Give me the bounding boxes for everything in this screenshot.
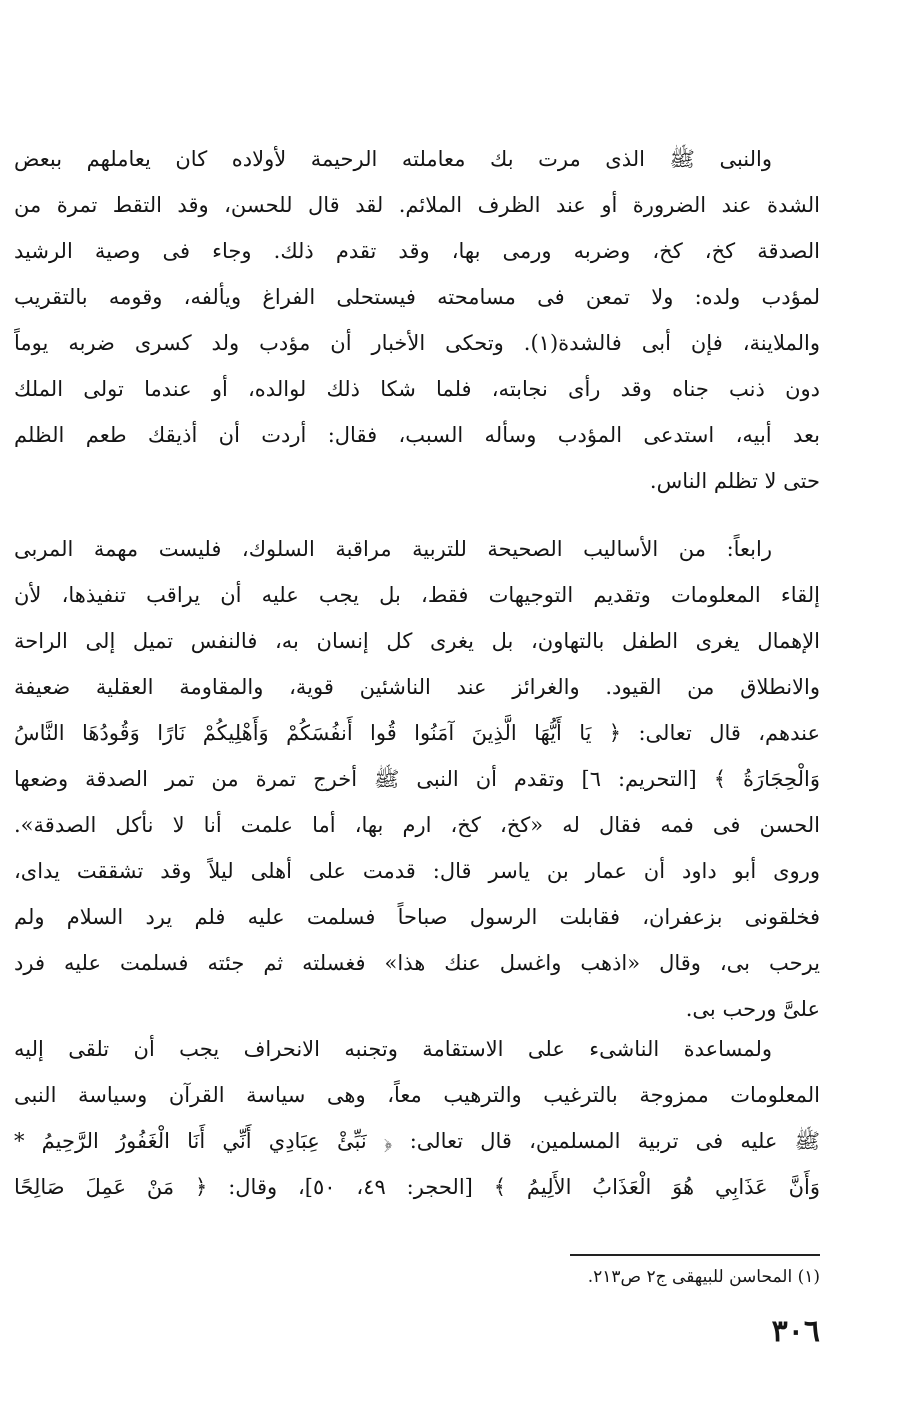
text-line: فخلقونى بزعفران، فقابلت الرسول صباحاً فسلمت عليه فلم يرد السلام ولم: [14, 905, 820, 929]
text-line: الشدة عند الضرورة أو عند الظرف الملائم. لقد قال للحسن، وقد التقط تمرة من: [14, 193, 820, 217]
text-line: علىَّ ورحب بى.: [685, 997, 820, 1021]
text-line: رابعاً: من الأساليب الصحيحة للتربية مراقبة السلوك، فليست مهمة المربى: [14, 537, 772, 561]
quran-verse-line: ﷺ عليه فى تربية المسلمين، قال تعالى: ﴿ نَبِّئْ عِبَادِي أَنِّي أَنَا الْغَفُورُ الرَّحِيمُ *: [14, 1129, 820, 1153]
text-line: الحسن فى فمه فقال له «كخ، كخ، ارم بها، أما علمت أنا لا نأكل الصدقة».: [14, 813, 820, 837]
text-line: الإهمال يغرى الطفل بالتهاون، بل يغرى كل إنسان به، فالنفس تميل إلى الراحة: [14, 629, 820, 653]
text-line: إلقاء المعلومات وتقديم التوجيهات فقط، بل يجب عليه أن يراقب تنفيذها، لأن: [14, 583, 820, 607]
text-line: بعد أبيه، استدعى المؤدب وسأله السبب، فقال: أردت أن أذيقك طعم الظلم: [14, 423, 820, 447]
text-line: يرحب بى، وقال «اذهب واغسل عنك هذا» فغسلته ثم جئته فسلمت عليه فرد: [14, 951, 820, 975]
quran-verse-line: وَأَنَّ عَذَابِي هُوَ الْعَذَابُ الأَلِيمُ ﴾ [الحجر: ٤٩، ٥٠]، وقال: ﴿ مَنْ عَمِلَ صَالِحًا: [14, 1175, 820, 1199]
paragraph-1: [14, 136, 820, 504]
footnote-divider: [570, 1254, 820, 1256]
text-line: والنبى ﷺ الذى مرت بك معاملته الرحيمة لأولاده كان يعاملهم ببعض: [14, 147, 772, 171]
text-line: حتى لا تظلم الناس.: [649, 469, 820, 493]
text-line: لمؤدب ولده: ولا تمعن فى مسامحته فيستحلى الفراغ ويألفه، وقومه بالتقريب: [14, 285, 820, 309]
quran-verse-line: وَالْحِجَارَةُ ﴾ [التحريم: ٦] وتقدم أن النبى ﷺ أخرج تمرة من تمر الصدقة وضعها: [14, 767, 820, 791]
text-line: والانطلاق من القيود. والغرائز عند الناشئين قوية، والمقاومة العقلية ضعيفة: [14, 675, 820, 699]
quran-verse-line: عندهم، قال تعالى: ﴿ يَا أَيُّهَا الَّذِينَ آمَنُوا قُوا أَنفُسَكُمْ وَأَهْلِيكُمْ نَارًا وَقُودُهَا النَّاسُ: [14, 721, 820, 745]
footnote: (١) المحاسن للبيهقى ج٢ ص٢١٣.: [587, 1267, 820, 1287]
paragraph-3: [14, 1026, 820, 1210]
page-number: ٣٠٦: [771, 1314, 820, 1349]
text-line: والملاينة، فإن أبى فالشدة(١). وتحكى الأخبار أن مؤدب ولد كسرى ضربه يوماً: [14, 331, 820, 355]
text-line: ولمساعدة الناشىء على الاستقامة وتجنبه الانحراف يجب أن تلقى إليه: [14, 1037, 772, 1061]
text-line: دون ذنب جناه وقد رأى نجابته، فلما شكا ذلك لوالده، أو عندما تولى الملك: [14, 377, 820, 401]
paragraph-2: [14, 526, 820, 1032]
text-line: الصدقة كخ، كخ، وضربه ورمى بها، وقد تقدم ذلك. وجاء فى وصية الرشيد: [14, 239, 820, 263]
text-line: وروى أبو داود أن عمار بن ياسر قال: قدمت على أهلى ليلاً وقد تشققت يداى،: [14, 859, 820, 883]
text-line: المعلومات ممزوجة بالترغيب والترهيب معاً، وهى سياسة القرآن وسياسة النبى: [14, 1083, 820, 1107]
